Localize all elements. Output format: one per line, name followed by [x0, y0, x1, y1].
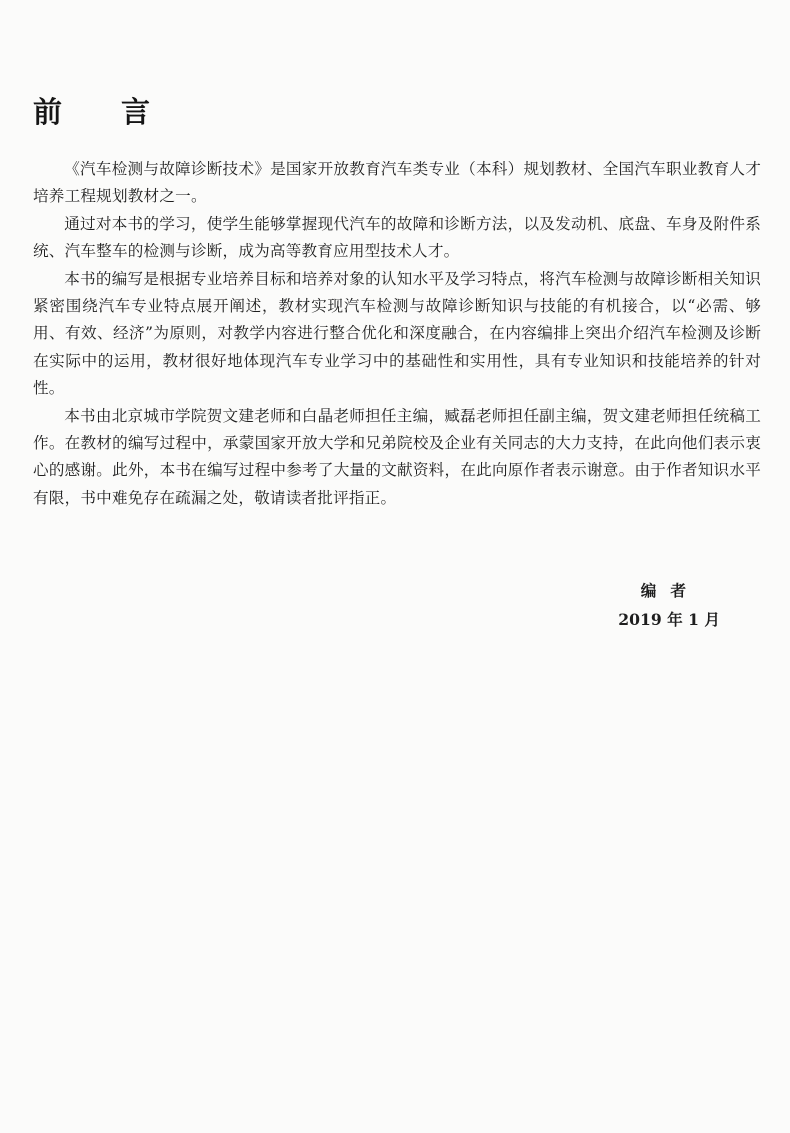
- title-char-2: 言: [121, 95, 151, 129]
- paragraph-2: 通过对本书的学习，使学生能够掌握现代汽车的故障和诊断方法，以及发动机、底盘、车身及附件系统、汽车整车的检测与诊断，成为高等教育应用型技术人才。: [33, 214, 761, 261]
- paragraph-4: 本书由北京城市学院贺文建老师和白晶老师担任主编，臧磊老师担任副主编，贺文建老师担任统稿工作。在教材的编写过程中，承蒙国家开放大学和兄弟院校及企业有关同志的大力支持，在此向他们表示衷心的感谢。此外，本书在编写过程中参考了大量的文献资料，在此向原作者表示谢意。由于作者知识水平有限，书中难免存在疏漏之处，敬请读者批评指正。: [33, 406, 761, 507]
- signature-block: [618, 576, 720, 634]
- paragraph-1: 《汽车检测与故障诊断技术》是国家开放教育汽车类专业（本科）规划教材、全国汽车职业教育人才培养工程规划教材之一。: [33, 160, 761, 206]
- preface-body: [33, 156, 761, 512]
- title-char-1: 前: [33, 95, 63, 129]
- signature-author: 编者: [640, 581, 700, 600]
- page-title: [33, 92, 163, 132]
- paragraph-3: 本书的编写是根据专业培养目标和培养对象的认知水平及学习特点，将汽车检测与故障诊断相关知识紧密围绕汽车专业特点展开阐述，教材实现汽车检测与故障诊断知识与技能的有机接合，以“必需、够用、有效、经济”为原则，对教学内容进行整合优化和深度融合，在内容编排上突出介绍汽车检测及诊断在实际中的运用，教材很好地体现汽车专业学习中的基础性和实用性，具有专业知识和技能培养的针对性。: [33, 269, 761, 398]
- signature-date: 2019 年 1 月: [618, 610, 720, 629]
